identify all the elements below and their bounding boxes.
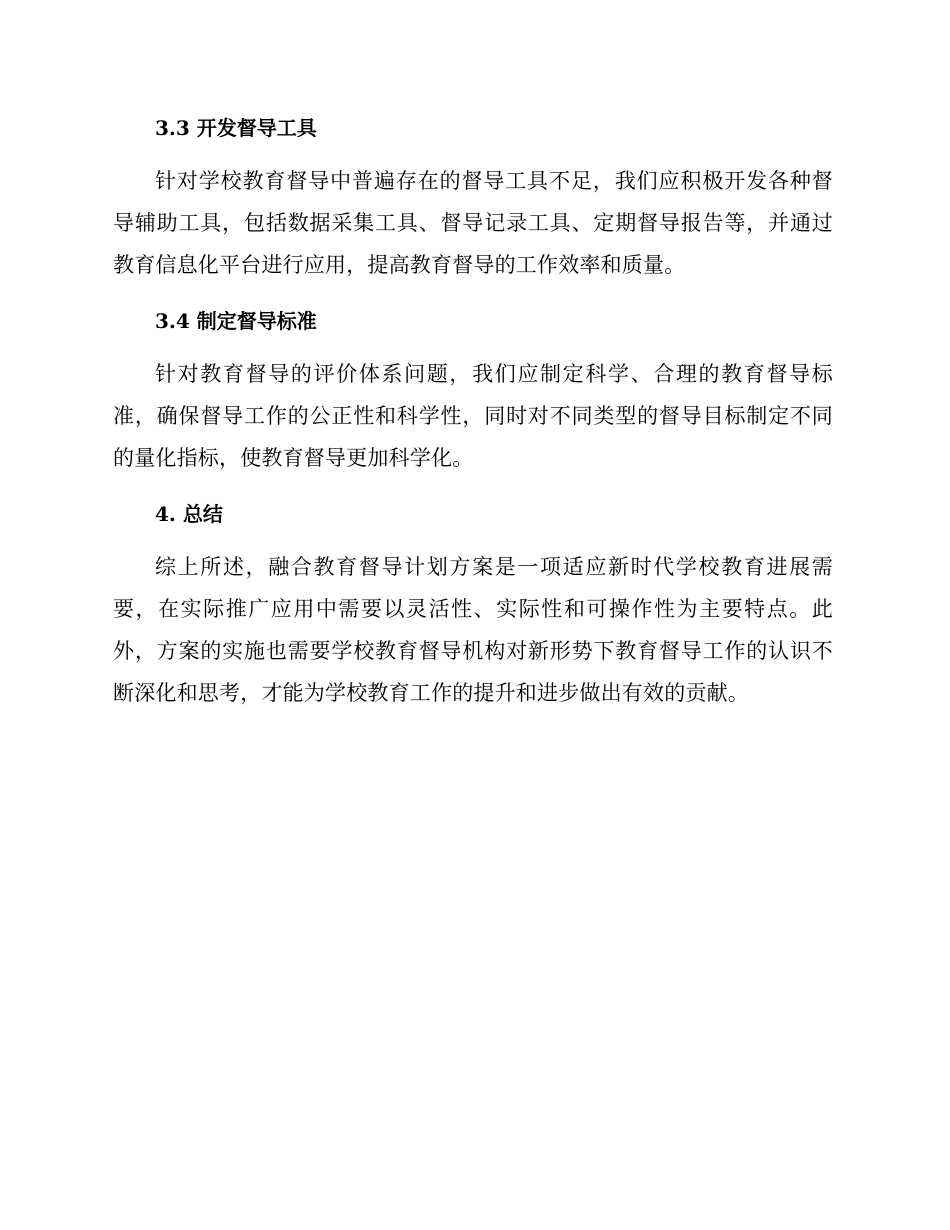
section-paragraph-3-4: 针对教育督导的评价体系问题，我们应制定科学、合理的教育督导标准，确保督导工作的公正性和科学性，同时对不同类型的督导目标制定不同的量化指标，使教育督导更加科学化。 [113, 362, 833, 470]
section-paragraph-3-3: 针对学校教育督导中普遍存在的督导工具不足，我们应积极开发各种督导辅助工具，包括数据采集工具、督导记录工具、定期督导报告等，并通过教育信息化平台进行应用，提高教育督导的工作效率和质量。 [113, 169, 833, 277]
section-paragraph-4: 综上所述，融合教育督导计划方案是一项适应新时代学校教育进展需要，在实际推广应用中需要以灵活性、实际性和可操作性为主要特点。此外，方案的实施也需要学校教育督导机构对新形势下教育督导工作的认识不断深化和思考，才能为学校教育工作的提升和进步做出有效的贡献。 [113, 555, 833, 705]
section-heading-4: 4. 总结 [155, 502, 223, 526]
section-heading-3-3: 3.3 开发督导工具 [155, 116, 317, 140]
document-body [113, 108, 833, 714]
section-heading-3-4: 3.4 制定督导标准 [155, 309, 317, 333]
